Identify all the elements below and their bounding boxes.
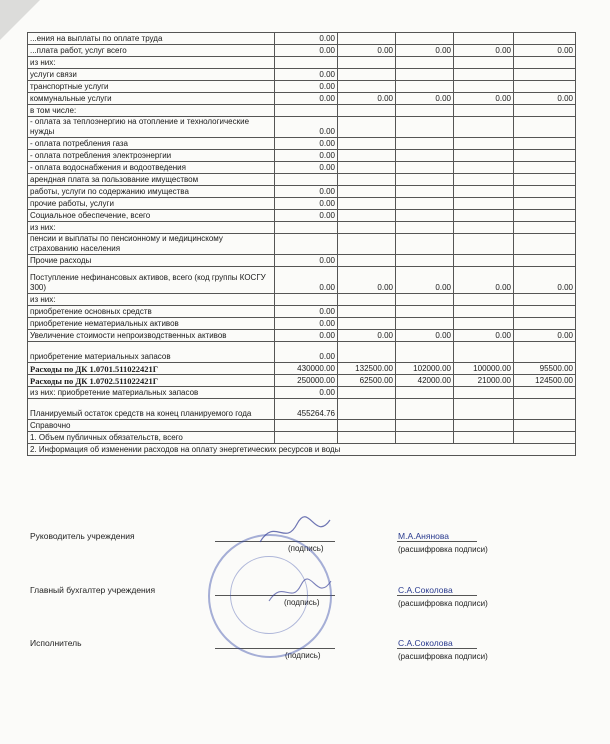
value-cell <box>396 432 454 444</box>
value-cell <box>396 174 454 186</box>
table-row <box>28 186 576 198</box>
value-cell: 0.00 <box>275 138 338 150</box>
value-cell: 0.00 <box>396 330 454 342</box>
value-cell <box>338 210 396 222</box>
table-row <box>28 45 576 57</box>
value-cell <box>338 255 396 267</box>
table-row <box>28 69 576 81</box>
value-cell <box>338 150 396 162</box>
value-cell <box>338 33 396 45</box>
value-cell <box>454 138 514 150</box>
value-cell: 0.00 <box>396 93 454 105</box>
row-label: Социальное обеспечение, всего <box>28 210 275 222</box>
value-cell <box>454 105 514 117</box>
row-label: Расходы по ДК 1.0701.511022421Г <box>28 363 275 375</box>
value-cell <box>514 198 576 210</box>
value-cell <box>514 420 576 432</box>
value-cell <box>338 198 396 210</box>
value-cell <box>454 69 514 81</box>
row-label: из них: <box>28 222 275 234</box>
value-cell <box>396 81 454 93</box>
value-cell <box>514 69 576 81</box>
value-cell: 0.00 <box>275 255 338 267</box>
row-label: транспортные услуги <box>28 81 275 93</box>
row-label: арендная плата за пользование имуществом <box>28 174 275 186</box>
value-cell <box>454 33 514 45</box>
value-cell: 0.00 <box>275 162 338 174</box>
row-label: - оплата водоснабжения и водоотведения <box>28 162 275 174</box>
value-cell: 0.00 <box>275 198 338 210</box>
table-row <box>28 138 576 150</box>
table-row <box>28 57 576 69</box>
table-row <box>28 267 576 294</box>
financial-table <box>27 32 576 456</box>
value-cell <box>396 105 454 117</box>
table-row <box>28 174 576 186</box>
value-cell <box>338 117 396 138</box>
value-cell: 0.00 <box>338 93 396 105</box>
value-cell <box>454 294 514 306</box>
value-cell <box>454 222 514 234</box>
chief-name-line <box>397 595 477 596</box>
executor-sign-caption: (подпись) <box>285 651 321 660</box>
value-cell: 100000.00 <box>454 363 514 375</box>
value-cell <box>454 255 514 267</box>
value-cell: 0.00 <box>514 93 576 105</box>
value-cell: 124500.00 <box>514 375 576 387</box>
row-label: Прочие расходы <box>28 255 275 267</box>
value-cell <box>514 318 576 330</box>
value-cell: 0.00 <box>275 330 338 342</box>
value-cell <box>454 162 514 174</box>
row-label: Поступление нефинансовых активов, всего (код группы КОСГУ 300) <box>28 267 275 294</box>
value-cell <box>454 387 514 399</box>
value-cell: 0.00 <box>338 330 396 342</box>
row-label: Расходы по ДК 1.0702.511022421Г <box>28 375 275 387</box>
value-cell <box>275 234 338 255</box>
row-label: из них: <box>28 57 275 69</box>
executor-decode-caption: (расшифровка подписи) <box>398 652 488 661</box>
value-cell <box>454 198 514 210</box>
table-row <box>28 399 576 420</box>
value-cell: 0.00 <box>454 330 514 342</box>
value-cell <box>396 210 454 222</box>
value-cell <box>514 222 576 234</box>
row-label: Планируемый остаток средств на конец планируемого года <box>28 399 275 420</box>
value-cell <box>338 342 396 363</box>
value-cell: 0.00 <box>275 387 338 399</box>
value-cell: 430000.00 <box>275 363 338 375</box>
value-cell: 62500.00 <box>338 375 396 387</box>
table-row <box>28 210 576 222</box>
table-row <box>28 363 576 375</box>
value-cell <box>454 234 514 255</box>
row-label: услуги связи <box>28 69 275 81</box>
row-label: коммунальные услуги <box>28 93 275 105</box>
row-label: работы, услуги по содержанию имущества <box>28 186 275 198</box>
value-cell <box>514 57 576 69</box>
value-cell: 0.00 <box>275 69 338 81</box>
value-cell <box>514 138 576 150</box>
table-row <box>28 234 576 255</box>
value-cell <box>396 387 454 399</box>
head-name-line <box>397 541 477 542</box>
value-cell: 0.00 <box>338 45 396 57</box>
value-cell <box>396 69 454 81</box>
value-cell <box>275 294 338 306</box>
table-row <box>28 318 576 330</box>
value-cell <box>396 255 454 267</box>
value-cell <box>338 420 396 432</box>
value-cell: 0.00 <box>275 45 338 57</box>
value-cell <box>514 255 576 267</box>
value-cell <box>396 138 454 150</box>
value-cell <box>396 399 454 420</box>
row-label: из них: <box>28 294 275 306</box>
table-row <box>28 81 576 93</box>
head-name: М.А.Анянова <box>398 531 450 541</box>
value-cell <box>275 420 338 432</box>
value-cell <box>396 234 454 255</box>
value-cell <box>454 57 514 69</box>
value-cell: 0.00 <box>275 186 338 198</box>
value-cell <box>338 294 396 306</box>
table-row <box>28 33 576 45</box>
value-cell <box>396 33 454 45</box>
value-cell <box>338 138 396 150</box>
value-cell <box>275 105 338 117</box>
value-cell <box>454 117 514 138</box>
value-cell <box>338 387 396 399</box>
row-label: приобретение основных средств <box>28 306 275 318</box>
scan-corner-shadow <box>0 0 40 40</box>
value-cell <box>514 33 576 45</box>
value-cell <box>454 81 514 93</box>
value-cell <box>514 306 576 318</box>
value-cell: 0.00 <box>454 267 514 294</box>
value-cell <box>338 234 396 255</box>
value-cell <box>396 420 454 432</box>
value-cell <box>338 186 396 198</box>
row-label: пенсии и выплаты по пенсионному и медицинскому страхованию населения <box>28 234 275 255</box>
value-cell <box>454 318 514 330</box>
value-cell: 132500.00 <box>338 363 396 375</box>
table-footer-row <box>28 444 576 456</box>
table-row <box>28 375 576 387</box>
value-cell <box>454 306 514 318</box>
table-row <box>28 93 576 105</box>
value-cell <box>454 420 514 432</box>
table-row <box>28 294 576 306</box>
value-cell <box>396 198 454 210</box>
value-cell <box>514 342 576 363</box>
value-cell <box>275 174 338 186</box>
value-cell: 102000.00 <box>396 363 454 375</box>
value-cell <box>338 432 396 444</box>
value-cell: 0.00 <box>514 45 576 57</box>
value-cell: 0.00 <box>275 81 338 93</box>
value-cell: 0.00 <box>275 342 338 363</box>
value-cell <box>396 318 454 330</box>
value-cell <box>338 306 396 318</box>
executor-name-line <box>397 648 477 649</box>
row-label: - оплата потребления газа <box>28 138 275 150</box>
value-cell <box>396 57 454 69</box>
table-row <box>28 150 576 162</box>
table-row <box>28 387 576 399</box>
value-cell <box>396 150 454 162</box>
value-cell <box>396 117 454 138</box>
table-row <box>28 222 576 234</box>
value-cell <box>514 432 576 444</box>
value-cell: 0.00 <box>514 267 576 294</box>
value-cell: 0.00 <box>275 117 338 138</box>
value-cell <box>396 342 454 363</box>
row-label: из них: приобретение материальных запасов <box>28 387 275 399</box>
value-cell <box>338 69 396 81</box>
value-cell: 0.00 <box>275 150 338 162</box>
head-signature-scribble <box>255 512 335 552</box>
row-label: Справочно <box>28 420 275 432</box>
table-row <box>28 105 576 117</box>
row-label: ...плата работ, услуг всего <box>28 45 275 57</box>
value-cell <box>454 174 514 186</box>
value-cell <box>338 222 396 234</box>
value-cell <box>396 186 454 198</box>
value-cell <box>396 294 454 306</box>
chief-sign-caption: (подпись) <box>284 598 320 607</box>
value-cell: 42000.00 <box>396 375 454 387</box>
chief-accountant-name: С.А.Соколова <box>398 585 453 595</box>
value-cell <box>338 57 396 69</box>
table-row <box>28 432 576 444</box>
value-cell: 250000.00 <box>275 375 338 387</box>
value-cell <box>338 399 396 420</box>
value-cell <box>514 81 576 93</box>
row-label: - оплата за теплоэнергию на отопление и технологические нужды <box>28 117 275 138</box>
chief-decode-caption: (расшифровка подписи) <box>398 599 488 608</box>
executor-name: С.А.Соколова <box>398 638 453 648</box>
row-label: 1. Объем публичных обязательств, всего <box>28 432 275 444</box>
value-cell: 95500.00 <box>514 363 576 375</box>
value-cell <box>275 222 338 234</box>
row-label: приобретение нематериальных активов <box>28 318 275 330</box>
value-cell <box>454 432 514 444</box>
table-row <box>28 342 576 363</box>
value-cell: 0.00 <box>275 318 338 330</box>
value-cell: 0.00 <box>275 93 338 105</box>
value-cell <box>454 399 514 420</box>
row-label: Увеличение стоимости непроизводственных активов <box>28 330 275 342</box>
value-cell: 0.00 <box>396 267 454 294</box>
footer-row-label: 2. Информация об изменении расходов на оплату энергетических ресурсов и воды <box>28 444 576 456</box>
value-cell <box>396 306 454 318</box>
value-cell <box>454 186 514 198</box>
value-cell <box>514 162 576 174</box>
table-row <box>28 306 576 318</box>
value-cell: 455264.76 <box>275 399 338 420</box>
value-cell: 0.00 <box>275 306 338 318</box>
row-label: ...ения на выплаты по оплате труда <box>28 33 275 45</box>
table-row <box>28 255 576 267</box>
value-cell <box>338 174 396 186</box>
table-row <box>28 162 576 174</box>
value-cell <box>338 105 396 117</box>
chief-signature-scribble <box>265 575 335 610</box>
row-label: приобретение материальных запасов <box>28 342 275 363</box>
value-cell <box>514 399 576 420</box>
value-cell <box>514 150 576 162</box>
table-row <box>28 198 576 210</box>
value-cell: 21000.00 <box>454 375 514 387</box>
value-cell <box>514 174 576 186</box>
value-cell <box>275 432 338 444</box>
value-cell <box>396 162 454 174</box>
row-label: прочие работы, услуги <box>28 198 275 210</box>
value-cell: 0.00 <box>454 93 514 105</box>
head-title: Руководитель учреждения <box>30 531 135 541</box>
value-cell: 0.00 <box>338 267 396 294</box>
value-cell <box>338 162 396 174</box>
value-cell <box>514 234 576 255</box>
row-label: в том числе: <box>28 105 275 117</box>
executor-title: Исполнитель <box>30 638 82 648</box>
table-row <box>28 420 576 432</box>
value-cell <box>514 294 576 306</box>
value-cell <box>514 186 576 198</box>
value-cell: 0.00 <box>275 33 338 45</box>
value-cell <box>514 117 576 138</box>
value-cell <box>338 81 396 93</box>
value-cell <box>338 318 396 330</box>
row-label: - оплата потребления электроэнергии <box>28 150 275 162</box>
value-cell: 0.00 <box>454 45 514 57</box>
value-cell: 0.00 <box>396 45 454 57</box>
value-cell <box>454 210 514 222</box>
chief-accountant-title: Главный бухгалтер учреждения <box>30 585 156 595</box>
value-cell <box>514 105 576 117</box>
value-cell <box>514 387 576 399</box>
head-decode-caption: (расшифровка подписи) <box>398 545 488 554</box>
table-row <box>28 330 576 342</box>
value-cell <box>514 210 576 222</box>
value-cell <box>396 222 454 234</box>
head-sign-caption: (подпись) <box>288 544 324 553</box>
value-cell: 0.00 <box>514 330 576 342</box>
value-cell <box>454 150 514 162</box>
value-cell <box>454 342 514 363</box>
value-cell <box>275 57 338 69</box>
table-row <box>28 117 576 138</box>
value-cell: 0.00 <box>275 267 338 294</box>
value-cell: 0.00 <box>275 210 338 222</box>
